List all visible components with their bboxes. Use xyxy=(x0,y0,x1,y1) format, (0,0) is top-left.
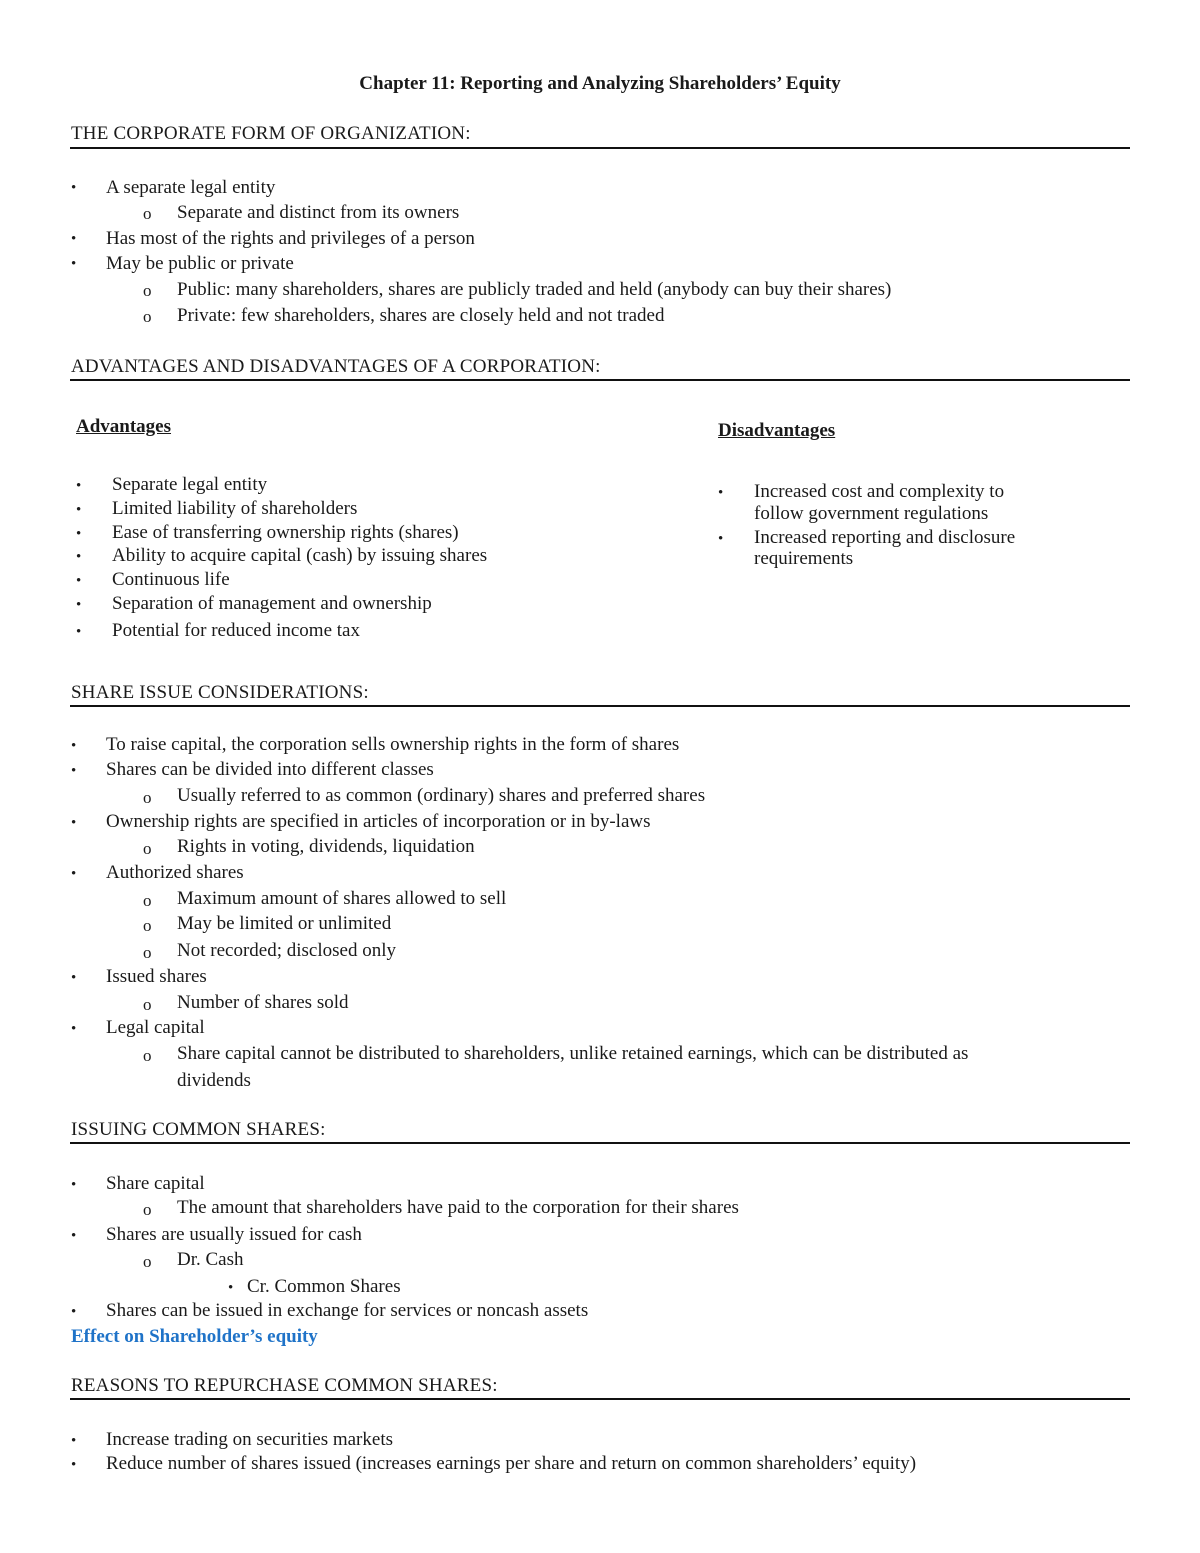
bullet-marker: • xyxy=(76,549,82,565)
page-title: Chapter 11: Reporting and Analyzing Shareholders’ Equity xyxy=(359,73,841,94)
section-divider xyxy=(70,147,1130,149)
bullet-marker: • xyxy=(76,526,82,542)
bullet-marker: • xyxy=(71,738,77,754)
bullet-marker: • xyxy=(71,1177,77,1193)
sub-bullet-marker: o xyxy=(143,916,152,935)
section-heading-adv-disadv: ADVANTAGES AND DISADVANTAGES OF A CORPORATION: xyxy=(71,356,601,377)
list-item: Share capital xyxy=(106,1173,205,1194)
advantage-item: Separate legal entity xyxy=(112,474,268,495)
list-item: Not recorded; disclosed only xyxy=(177,940,396,961)
bullet-marker: • xyxy=(76,573,82,589)
section-divider xyxy=(70,1398,1130,1400)
list-item: Has most of the rights and privileges of a person xyxy=(106,228,475,249)
bullet-marker: • xyxy=(71,1433,77,1449)
section-heading-repurchase: REASONS TO REPURCHASE COMMON SHARES: xyxy=(71,1375,498,1396)
section-divider xyxy=(70,705,1130,707)
advantage-item: Potential for reduced income tax xyxy=(112,620,360,641)
list-item: Shares can be issued in exchange for services or noncash assets xyxy=(106,1300,589,1321)
bullet-marker: • xyxy=(71,256,77,272)
disadvantage-item-continued: requirements xyxy=(754,548,854,569)
bullet-marker: • xyxy=(228,1280,234,1296)
sub-bullet-marker: o xyxy=(143,943,152,962)
disadvantage-item-continued: follow government regulations xyxy=(754,503,989,524)
list-item: Dr. Cash xyxy=(177,1249,244,1270)
list-item: Cr. Common Shares xyxy=(247,1276,401,1297)
list-item: Separate and distinct from its owners xyxy=(177,202,460,223)
list-item: Maximum amount of shares allowed to sell xyxy=(177,888,507,909)
list-item: Legal capital xyxy=(106,1017,205,1038)
list-item: Ownership rights are specified in articles of incorporation or in by-laws xyxy=(106,811,651,832)
bullet-marker: • xyxy=(76,597,82,613)
sub-bullet-marker: o xyxy=(143,1252,152,1271)
list-item: Shares are usually issued for cash xyxy=(106,1224,362,1245)
advantage-item: Ability to acquire capital (cash) by issuing shares xyxy=(112,545,488,566)
list-item: Shares can be divided into different classes xyxy=(106,759,434,780)
sub-bullet-marker: o xyxy=(143,995,152,1014)
list-item: To raise capital, the corporation sells ownership rights in the form of shares xyxy=(106,734,680,755)
section-divider xyxy=(70,1142,1130,1144)
section-heading-corporate-form: THE CORPORATE FORM OF ORGANIZATION: xyxy=(71,123,471,144)
advantages-heading: Advantages xyxy=(76,416,172,437)
advantage-item: Ease of transferring ownership rights (shares) xyxy=(112,522,459,543)
sub-bullet-marker: o xyxy=(143,1046,152,1065)
bullet-marker: • xyxy=(71,1228,77,1244)
advantage-item: Continuous life xyxy=(112,569,230,590)
disadvantages-heading: Disadvantages xyxy=(718,420,836,441)
bullet-marker: • xyxy=(71,815,77,831)
list-item: May be limited or unlimited xyxy=(177,913,392,934)
bullet-marker: • xyxy=(71,1457,77,1473)
sub-bullet-marker: o xyxy=(143,891,152,910)
list-item: Reduce number of shares issued (increases earnings per share and return on common shareholders’ equity) xyxy=(106,1453,917,1474)
sub-bullet-marker: o xyxy=(143,839,152,858)
bullet-marker: • xyxy=(76,502,82,518)
list-item: Rights in voting, dividends, liquidation xyxy=(177,836,475,857)
list-item: Private: few shareholders, shares are closely held and not traded xyxy=(177,305,665,326)
bullet-marker: • xyxy=(71,763,77,779)
list-item: Increase trading on securities markets xyxy=(106,1429,393,1450)
list-item: A separate legal entity xyxy=(106,177,276,198)
section-heading-issuing-common: ISSUING COMMON SHARES: xyxy=(71,1119,326,1140)
list-item: Issued shares xyxy=(106,966,207,987)
list-item: Usually referred to as common (ordinary) shares and preferred shares xyxy=(177,785,706,806)
bullet-marker: • xyxy=(71,1021,77,1037)
sub-bullet-marker: o xyxy=(143,281,152,300)
bullet-marker: • xyxy=(71,231,77,247)
bullet-marker: • xyxy=(718,485,724,501)
list-item: The amount that shareholders have paid to the corporation for their shares xyxy=(177,1197,739,1218)
bullet-marker: • xyxy=(71,180,77,196)
bullet-marker: • xyxy=(718,531,724,547)
list-item: Number of shares sold xyxy=(177,992,349,1013)
sub-bullet-marker: o xyxy=(143,307,152,326)
list-item: Public: many shareholders, shares are publicly traded and held (anybody can buy their shares) xyxy=(177,279,892,300)
bullet-marker: • xyxy=(76,478,82,494)
sub-bullet-marker: o xyxy=(143,1200,152,1219)
bullet-marker: • xyxy=(71,1304,77,1320)
section-divider xyxy=(70,379,1130,381)
effect-link[interactable]: Effect on Shareholder’s equity xyxy=(71,1326,318,1347)
list-item: Authorized shares xyxy=(106,862,244,883)
bullet-marker: • xyxy=(71,970,77,986)
list-item: May be public or private xyxy=(106,253,294,274)
disadvantage-item: Increased cost and complexity to xyxy=(754,481,1005,502)
section-heading-share-issue: SHARE ISSUE CONSIDERATIONS: xyxy=(71,682,369,703)
bullet-marker: • xyxy=(71,866,77,882)
bullet-marker: • xyxy=(76,624,82,640)
sub-bullet-marker: o xyxy=(143,788,152,807)
advantage-item: Limited liability of shareholders xyxy=(112,498,358,519)
list-item: Share capital cannot be distributed to shareholders, unlike retained earnings, which can be distributed as xyxy=(177,1043,969,1064)
advantage-item: Separation of management and ownership xyxy=(112,593,432,614)
sub-bullet-marker: o xyxy=(143,204,152,223)
disadvantage-item: Increased reporting and disclosure xyxy=(754,527,1016,548)
list-item-continued: dividends xyxy=(177,1070,251,1091)
